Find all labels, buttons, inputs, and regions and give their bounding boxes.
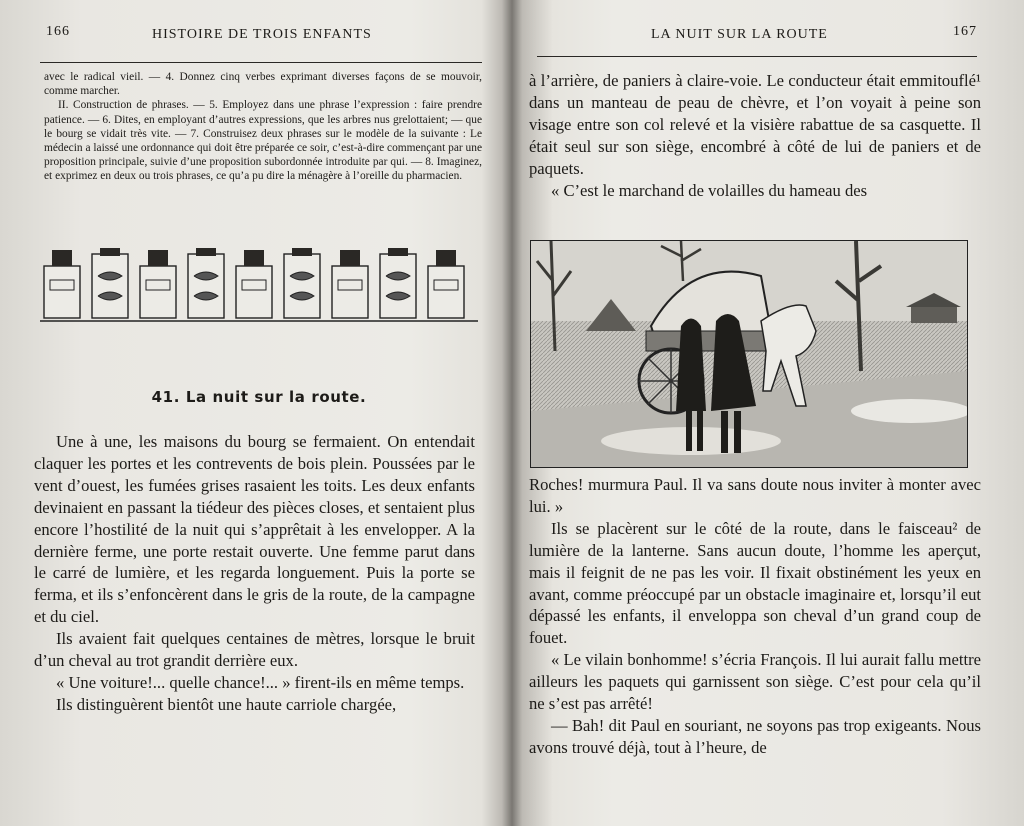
paragraph: Ils distinguèrent bientôt une haute carriole chargée, xyxy=(56,694,397,714)
pharmacy-jar xyxy=(236,250,272,318)
paragraph: « Une voiture!... quelle chance!... » firent-ils en même temps. xyxy=(56,672,465,692)
left-page-number: 166 xyxy=(46,24,70,39)
right-body-text-top xyxy=(529,70,981,201)
paragraph: « Le vilain bonhomme! s’écria François. Il lui aurait fallu mettre ailleurs les paquets qui garnissent son siège. C’est pour cela qu’il ne s’est pas arrêté! xyxy=(529,650,981,714)
paragraph: Roches! murmura Paul. Il va sans doute nous inviter à monter avec lui. » xyxy=(529,475,981,516)
left-header-rule xyxy=(40,62,482,63)
left-running-title: HISTOIRE DE TROIS ENFANTS xyxy=(152,27,372,42)
pharmacy-jar xyxy=(284,248,320,318)
exercise-paragraph: II. Construction de phrases. — 5. Employez dans une phrase l’expression : faire prendre patience. — 6. Dites, en employant d’autres expressions, que les arbres nus grelottaient; — que le bourg se vidait très vite. — 7. Construisez deux phrases sur le modèle de la suivante : Le médecin a laissé une ordonnance qui doit être préparée ce soir, c’est-à-dire commençant par une proposition principale, suivie d’une proposition subordonnée introduite par qui. — 8. Imaginez, et exprimez en deux ou trois phrases, ce qu’a pu dire la ménagère à l’oreille du pharmacien. xyxy=(44,99,482,183)
paragraph: Ils avaient fait quelques centaines de mètres, lorsque le bruit d’un cheval au trot grandit derrière eux. xyxy=(34,629,475,671)
pharmacy-jar xyxy=(92,248,128,318)
right-body-text-bottom xyxy=(529,474,981,759)
right-page xyxy=(515,0,1024,826)
right-header-rule xyxy=(537,56,977,57)
pharmacy-jars-illustration xyxy=(40,246,478,324)
paragraph: « C’est le marchand de volailles du hameau des xyxy=(551,180,868,200)
pharmacy-jar xyxy=(44,250,80,318)
pharmacy-jar xyxy=(428,250,464,318)
exercises-block xyxy=(44,70,482,184)
paragraph: — Bah! dit Paul en souriant, ne soyons pas trop exigeants. Nous avons trouvé déjà, tout à l’heure, de xyxy=(529,715,981,757)
pharmacy-jar xyxy=(140,250,176,318)
pharmacy-jar xyxy=(380,248,416,318)
left-running-head xyxy=(40,24,482,48)
pharmacy-jar xyxy=(188,248,224,318)
cart-engraving-illustration xyxy=(530,240,968,468)
right-page-number: 167 xyxy=(953,24,977,39)
left-body-text xyxy=(34,431,475,716)
paragraph: Une à une, les maisons du bourg se fermaient. On entendait claquer les portes et les contrevents de bois plein. Poussées par le vent d’ouest, les fumées grises rasaient les toits. Les deux enfants devinaient en passant la tiédeur des pièces closes, et sentaient plus encore l’hostilité de la nuit qui s’apprêtait à les envelopper. A la dernière ferme, une porte restait ouverte. Une femme parut dans le carré de lumière, et les regarda longuement. Puis la porte se ferma, et ils s’enfoncèrent dans le gris de la route, de la campagne et du ciel. xyxy=(34,432,475,627)
exercise-paragraph: avec le radical vieil. — 4. Donnez cinq verbes exprimant diverses façons de se mouvoir, comme marcher. xyxy=(44,71,482,98)
paragraph: Ils se placèrent sur le côté de la route, dans le faisceau² de lumière de la lanterne. Sans aucun doute, l’homme les aperçut, mais il feignit de ne pas les voir. Il fixait obstinément les yeux en avant, comme préoccupé par un obstacle imaginaire et, lorsqu’il eut dépassé les enfants, il enveloppa son cheval d’un grand coup de fouet. xyxy=(529,518,981,648)
left-page xyxy=(0,0,505,826)
chapter-title: 41. La nuit sur la route. xyxy=(151,388,367,406)
right-running-head xyxy=(529,24,979,48)
right-running-title: LA NUIT SUR LA ROUTE xyxy=(651,27,828,42)
pharmacy-jar xyxy=(332,250,368,318)
paragraph: à l’arrière, de paniers à claire-voie. Le conducteur était emmitouflé¹ dans un manteau de peau de chèvre, et l’on voyait à peine son visage entre son col relevé et la visière rabattue de sa casquette. Il était seul sur son siège, encombré à côté de lui de paniers et de paquets. xyxy=(529,71,981,178)
